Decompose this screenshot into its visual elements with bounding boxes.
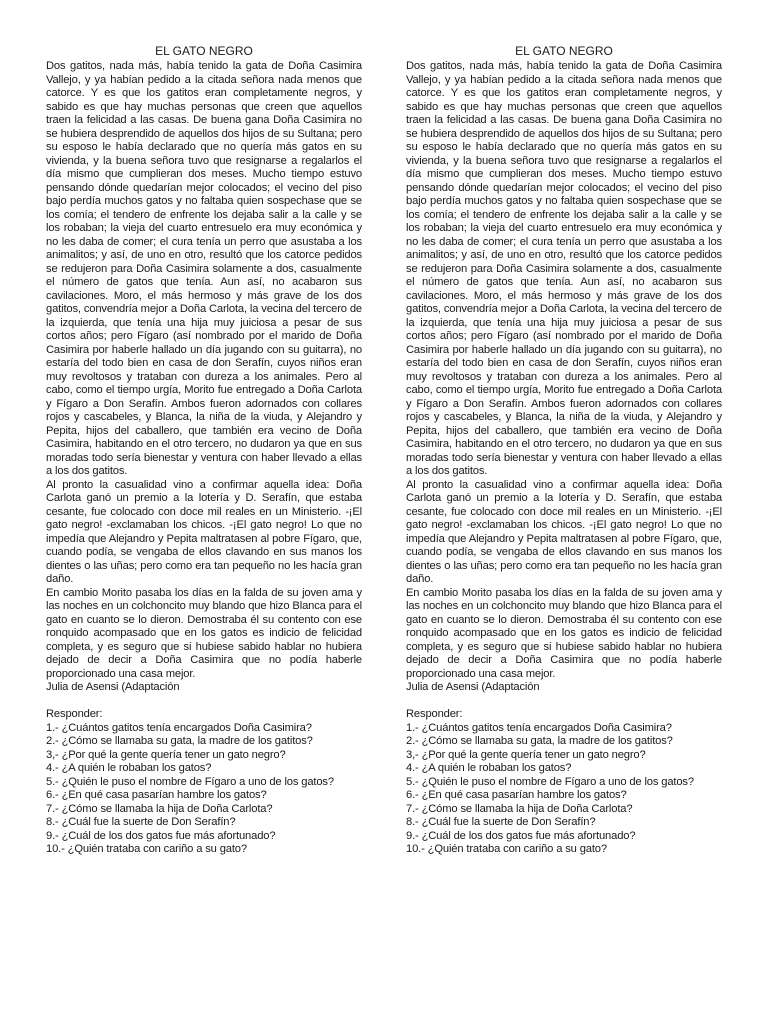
- question-item: 3,- ¿Por qué la gente quería tener un gato negro?: [46, 748, 286, 761]
- question-item: 3,- ¿Por qué la gente quería tener un gato negro?: [406, 748, 646, 761]
- question-list: [46, 722, 362, 857]
- question-item: 2.- ¿Cómo se llamaba su gata, la madre de los gatitos?: [406, 735, 673, 747]
- question-item: 9.- ¿Cuál de los dos gatos fue más afortunado?: [406, 829, 636, 842]
- questions-label: Responder:: [46, 708, 103, 720]
- question-item: 6.- ¿En qué casa pasarían hambre los gatos?: [46, 789, 267, 801]
- section-spacer: [406, 695, 722, 709]
- question-item: 6.- ¿En qué casa pasarían hambre los gatos?: [406, 789, 627, 801]
- question-item: 10.- ¿Quién trataba con cariño a su gato?: [406, 843, 607, 855]
- question-item: 5.- ¿Quién le puso el nombre de Fígaro a uno de los gatos?: [46, 775, 334, 788]
- question-item: 2.- ¿Cómo se llamaba su gata, la madre de los gatitos?: [46, 735, 313, 747]
- story-paragraph: En cambio Morito pasaba los días en la falda de su joven ama y las noches en un colchoncito muy blando que hizo Blanca para el gato en cuanto se lo dieron. Demostraba él su contento con ese ronquido acompasado que en los gatos es indicio de felicidad completa, y es seguro que si hubiese sabido hablar no hubiera dejado de decir a Doña Casimira que no podía haberle proporcionado una casa mejor.: [406, 586, 722, 680]
- left-column: [46, 44, 362, 857]
- story-credit: Julia de Asensi (Adaptación: [406, 681, 540, 693]
- story-paragraph: Dos gatitos, nada más, había tenido la gata de Doña Casimira Vallejo, y ya habían pedido a la citada señora nada menos que catorce. Y es que los gatitos eran completamente negros, y sabido es que hay muchas personas que creen que aquellos traen la felicidad a las casas. De buena gana Doña Casimira no se hubiera desprendido de aquellos dos hijos de su Sultana; pero su esposo le había declarado que no quería más gatos en su vivienda, y la buena señora tuvo que resignarse a regalarlos el día mismo que cumplieran dos meses. Mucho tiempo estuvo pensando dónde quedarían mejor colocados; el vecino del piso bajo perdía muchos gatos y no faltaba quien sospechase que se los comía; el tendero de enfrente los dejaba salir a la calle y se los robaban; la vieja del cuarto entresuelo era muy económica y no les daba de comer; el cura tenía un perro que asustaba a los animalitos; y así, de uno en otro, resultó que los catorce pedidos se redujeron para Doña Casimira solamente a dos, casualmente el número de gatos que tenía. Aun así, no acabaron sus cavilaciones. Moro, el más hermoso y más grave de los dos gatitos, convendría mejor a Doña Carlota, la vecina del tercero de la izquierda, que tenía una hija muy juiciosa a pesar de sus cortos años; pero Fígaro (así nombrado por el marido de Doña Casimira por haberle hallado un día jugando con su guitarra), no estaría del todo bien en casa de don Serafín, cuyos niños eran muy revoltosos y trataban con dureza a los animales. Pero al cabo, como el tiempo urgía, Morito fue entregado a Doña Carlota y Fígaro a Don Serafín. Ambos fueron adornados con collares rojos y cascabeles, y Blanca, la niña de la viuda, y Alejandro y Pepita, hijos del caballero, que también era vecino de Doña Casimira, habitando en el otro tercero, no dudaron ya que en sus moradas todo sería bienestar y ventura con haber llevado a ellas a los dos gatitos.: [406, 60, 722, 477]
- right-column: [406, 44, 722, 857]
- story-credit: Julia de Asensi (Adaptación: [46, 681, 180, 693]
- questions-label: Responder:: [406, 708, 463, 720]
- story-paragraph: Al pronto la casualidad vino a confirmar aquella idea: Doña Carlota ganó un premio a la lotería y D. Serafín, que estaba cesante, fue colocado con doce mil reales en un Ministerio. -¡El gato negro! -exclamaban los chicos. -¡El gato negro! Lo que no impedía que Alejandro y Pepita maltratasen al pobre Fígaro, que, cuando podía, se vengaba de ellos clavando en sus manos los dientes o las uñas; pero como era tan pequeño no les hacía gran daño.: [46, 478, 362, 585]
- question-item: 10.- ¿Quién trataba con cariño a su gato?: [46, 843, 247, 855]
- question-item: 1.- ¿Cuántos gatitos tenía encargados Doña Casimira?: [46, 721, 312, 734]
- story-paragraph: Dos gatitos, nada más, había tenido la gata de Doña Casimira Vallejo, y ya habían pedido a la citada señora nada menos que catorce. Y es que los gatitos eran completamente negros, y sabido es que hay muchas personas que creen que aquellos traen la felicidad a las casas. De buena gana Doña Casimira no se hubiera desprendido de aquellos dos hijos de su Sultana; pero su esposo le había declarado que no quería más gatos en su vivienda, y la buena señora tuvo que resignarse a regalarlos el día mismo que cumplieran dos meses. Mucho tiempo estuvo pensando dónde quedarían mejor colocados; el vecino del piso bajo perdía muchos gatos y no faltaba quien sospechase que se los comía; el tendero de enfrente los dejaba salir a la calle y se los robaban; la vieja del cuarto entresuelo era muy económica y no les daba de comer; el cura tenía un perro que asustaba a los animalitos; y así, de uno en otro, resultó que los catorce pedidos se redujeron para Doña Casimira solamente a dos, casualmente el número de gatos que tenía. Aun así, no acabaron sus cavilaciones. Moro, el más hermoso y más grave de los dos gatitos, convendría mejor a Doña Carlota, la vecina del tercero de la izquierda, que tenía una hija muy juiciosa a pesar de sus cortos años; pero Fígaro (así nombrado por el marido de Doña Casimira por haberle hallado un día jugando con su guitarra), no estaría del todo bien en casa de don Serafín, cuyos niños eran muy revoltosos y trataban con dureza a los animales. Pero al cabo, como el tiempo urgía, Morito fue entregado a Doña Carlota y Fígaro a Don Serafín. Ambos fueron adornados con collares rojos y cascabeles, y Blanca, la niña de la viuda, y Alejandro y Pepita, hijos del caballero, que también era vecino de Doña Casimira, habitando en el otro tercero, no dudaron ya que en sus moradas todo sería bienestar y ventura con haber llevado a ellas a los dos gatitos.: [46, 60, 362, 477]
- question-item: 1.- ¿Cuántos gatitos tenía encargados Doña Casimira?: [406, 721, 672, 734]
- question-list: [406, 722, 722, 857]
- section-spacer: [46, 695, 362, 709]
- question-item: 8.- ¿Cuál fue la suerte de Don Serafín?: [46, 816, 236, 828]
- question-item: 5.- ¿Quién le puso el nombre de Fígaro a uno de los gatos?: [406, 775, 694, 788]
- question-item: 8.- ¿Cuál fue la suerte de Don Serafín?: [406, 816, 596, 828]
- question-item: 4.- ¿A quién le robaban los gatos?: [406, 762, 572, 774]
- question-item: 7.- ¿Cómo se llamaba la hija de Doña Carlota?: [406, 802, 633, 815]
- question-item: 7.- ¿Cómo se llamaba la hija de Doña Carlota?: [46, 802, 273, 815]
- story-title: EL GATO NEGRO: [515, 44, 613, 58]
- question-item: 4.- ¿A quién le robaban los gatos?: [46, 762, 212, 774]
- question-item: 9.- ¿Cuál de los dos gatos fue más afortunado?: [46, 829, 276, 842]
- story-title: EL GATO NEGRO: [155, 44, 253, 58]
- story-paragraph: En cambio Morito pasaba los días en la falda de su joven ama y las noches en un colchoncito muy blando que hizo Blanca para el gato en cuanto se lo dieron. Demostraba él su contento con ese ronquido acompasado que en los gatos es indicio de felicidad completa, y es seguro que si hubiese sabido hablar no hubiera dejado de decir a Doña Casimira que no podía haberle proporcionado una casa mejor.: [46, 586, 362, 680]
- story-paragraph: Al pronto la casualidad vino a confirmar aquella idea: Doña Carlota ganó un premio a la lotería y D. Serafín, que estaba cesante, fue colocado con doce mil reales en un Ministerio. -¡El gato negro! -exclamaban los chicos. -¡El gato negro! Lo que no impedía que Alejandro y Pepita maltratasen al pobre Fígaro, que, cuando podía, se vengaba de ellos clavando en sus manos los dientes o las uñas; pero como era tan pequeño no les hacía gran daño.: [406, 478, 722, 585]
